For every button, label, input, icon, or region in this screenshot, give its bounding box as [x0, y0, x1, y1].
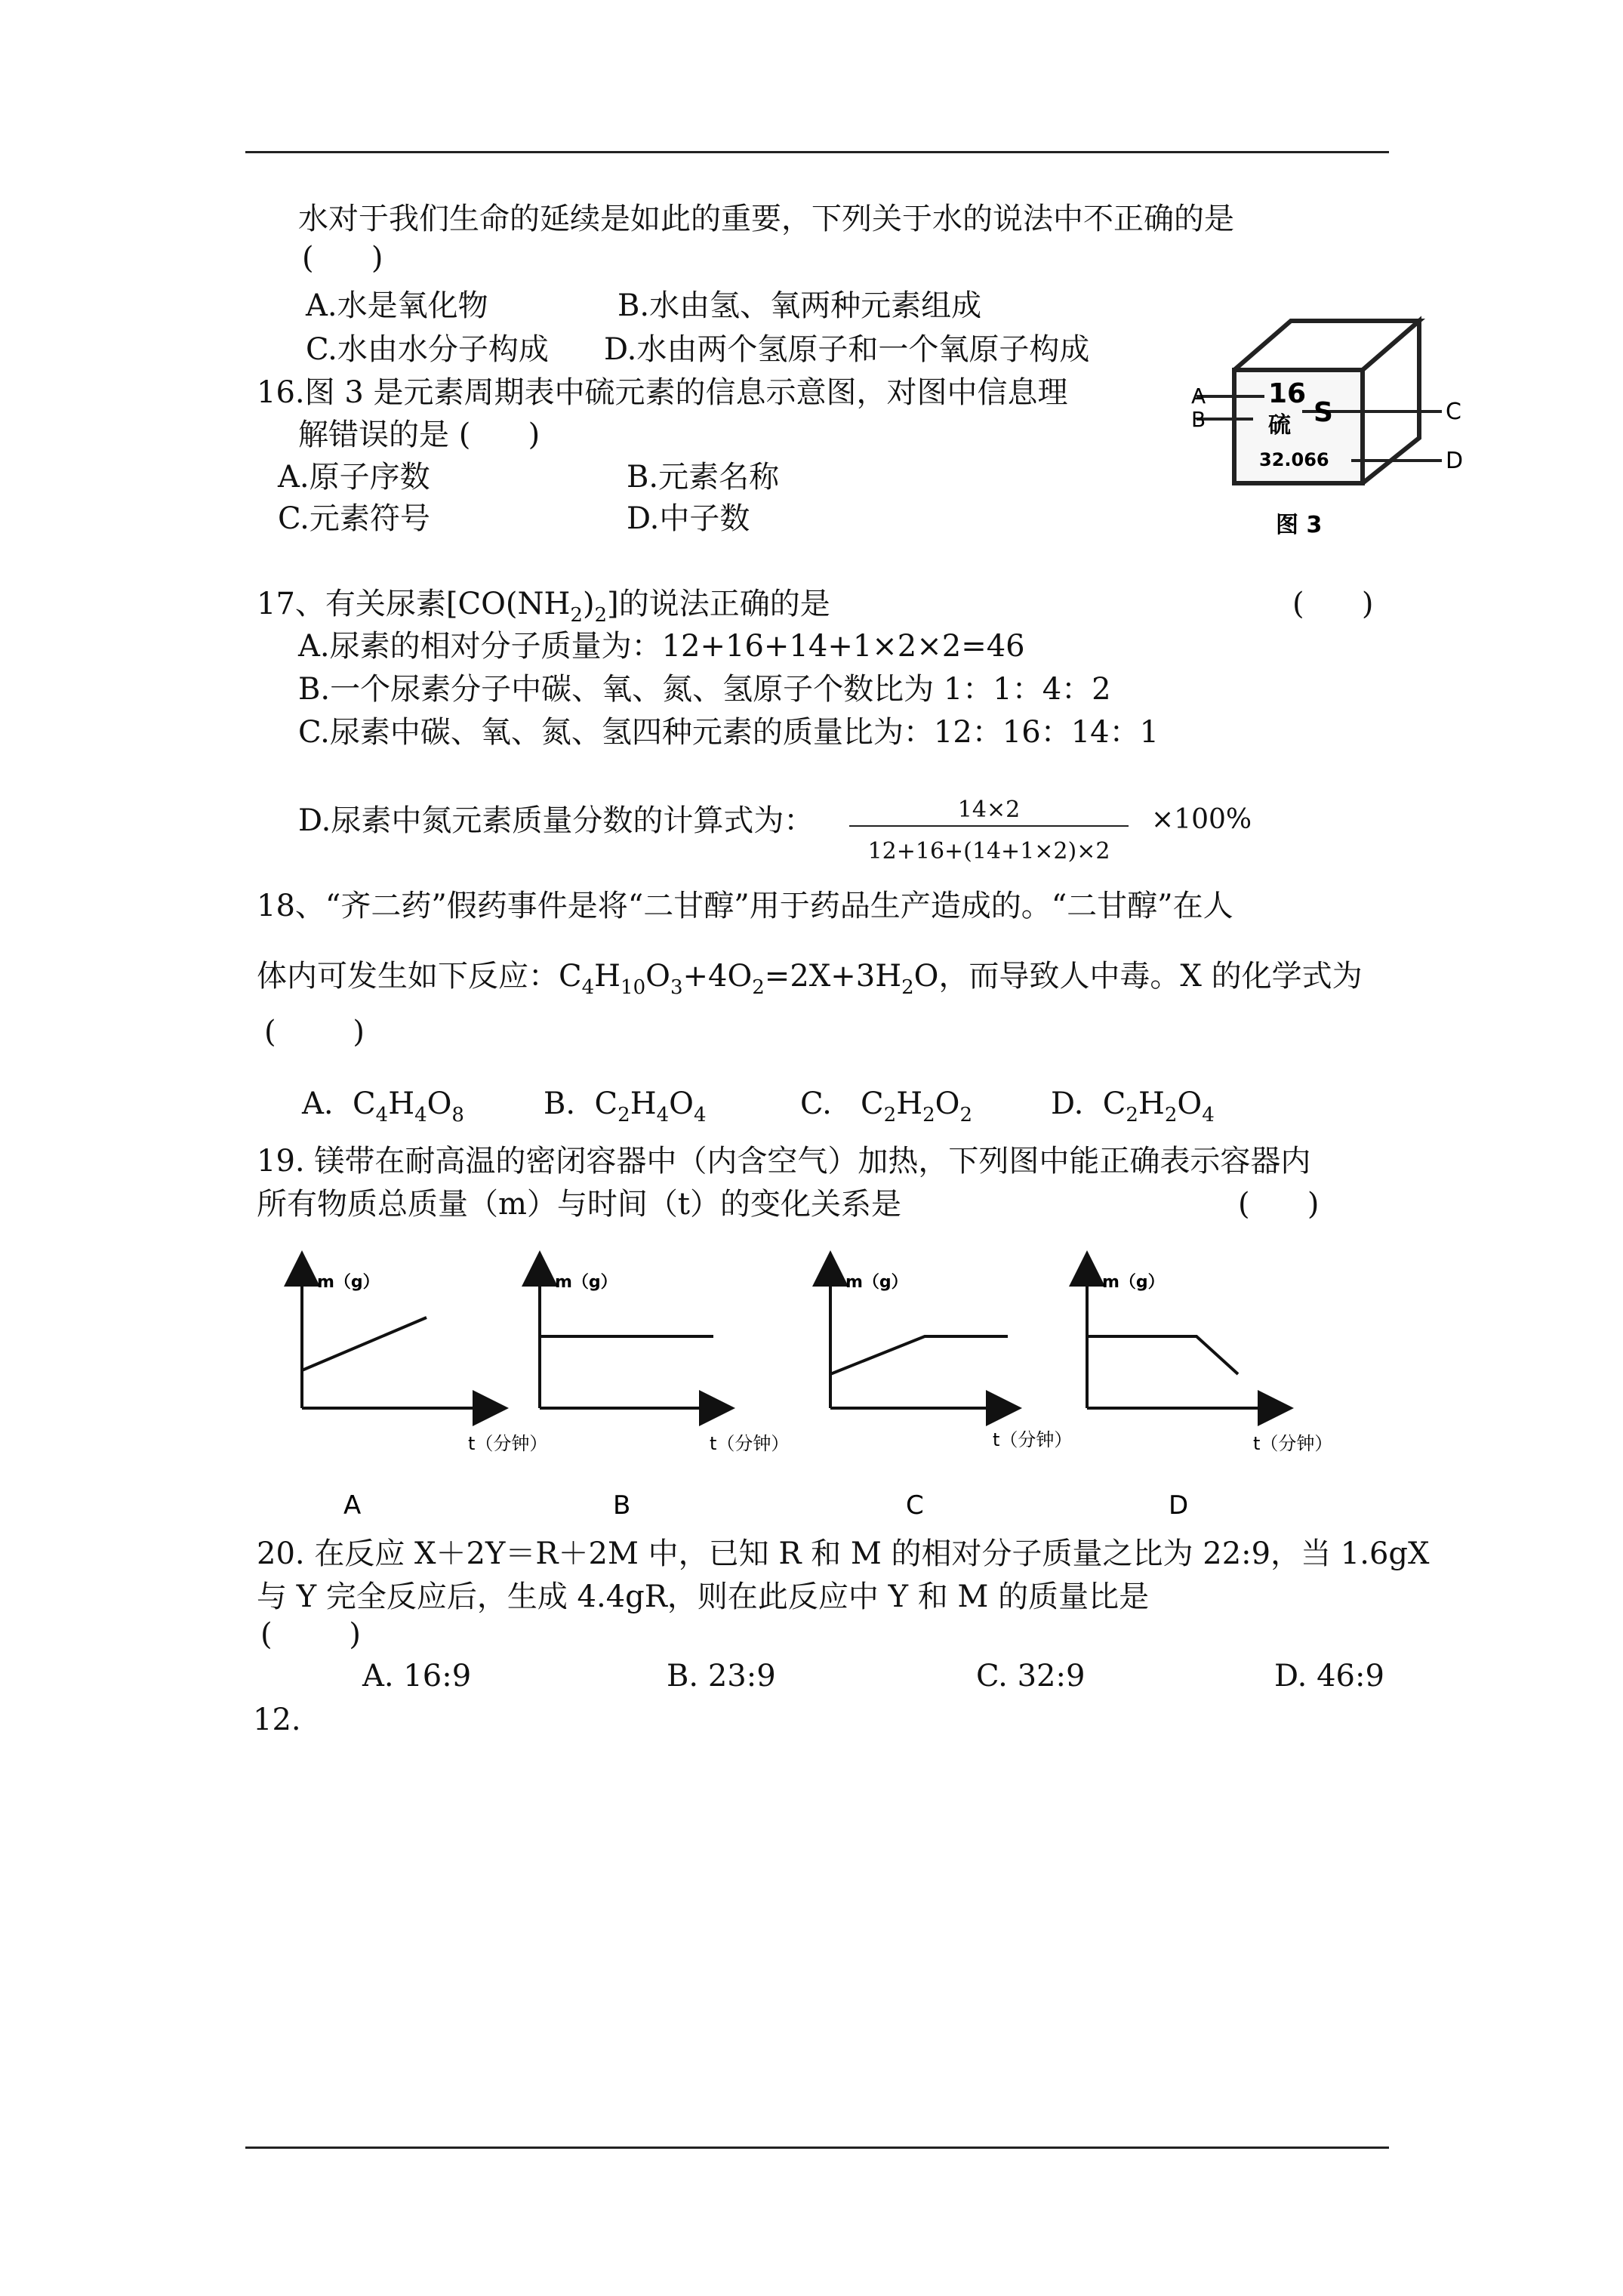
q20-option-b[interactable]: B. 23:9 — [667, 1659, 776, 1693]
figure-label-a: A — [1191, 384, 1206, 408]
figure-label-d: D — [1446, 448, 1464, 474]
q17-stem: 17、有关尿素$[CO(NH_2)_2]$的说法正确的是 — [257, 587, 830, 627]
sulfur-element-figure — [1193, 306, 1464, 547]
q16-option-c[interactable]: C.元素符号 — [278, 501, 430, 536]
bottom-rule — [245, 2147, 1389, 2149]
q15-option-b[interactable]: B.水由氢、氧两种元素组成 — [617, 288, 982, 323]
q17-option-c[interactable]: C.尿素中碳、氧、氮、氢四种元素的质量比为：12：16：14：1 — [298, 715, 1160, 750]
q15-stem: 水对于我们生命的延续是如此的重要，下列关于水的说法中不正确的是 — [298, 202, 1234, 236]
q17-option-b[interactable]: B.一个尿素分子中碳、氧、氮、氢原子个数比为 1：1：4：2 — [298, 672, 1111, 707]
cube-side-face — [1363, 321, 1419, 483]
q18-line2: 体内可发生如下反应：$C_4H_{10}O_3+4O_2=2X+3H_2O$，而导致人中毒。X 的化学式为 — [257, 959, 1363, 999]
trailing-number: 12. — [253, 1703, 301, 1737]
q18-option-a[interactable]: A. $C_4H_4O_8$ — [302, 1086, 464, 1126]
element-name: 硫 — [1268, 412, 1291, 439]
q16-option-a[interactable]: A.原子序数 — [278, 460, 430, 495]
graph-b-xlabel: t（分钟） — [710, 1433, 790, 1454]
graph-d-ylabel: m（g） — [1102, 1273, 1165, 1292]
graph-b-ylabel: m（g） — [555, 1273, 617, 1292]
figure-caption: 图 3 — [1276, 512, 1323, 538]
graph-d-curve — [1087, 1336, 1238, 1374]
fraction-numerator: 14×2 — [957, 797, 1021, 823]
q15-bracket[interactable]: ( ) — [302, 241, 383, 276]
q15-option-a[interactable]: A.水是氧化物 — [306, 288, 488, 323]
q19-graphs — [272, 1253, 1404, 1521]
figure-label-b: B — [1191, 407, 1206, 432]
q19-line1: 19. 镁带在耐高温的密闭容器中（内含空气）加热，下列图中能正确表示容器内 — [257, 1144, 1311, 1179]
q18-option-c[interactable]: C. $C_2H_2O_2$ — [800, 1086, 972, 1126]
element-symbol: S — [1313, 397, 1333, 428]
graph-c-curve — [830, 1336, 1008, 1374]
q16-stem-line1: 16.图 3 是元素周期表中硫元素的信息示意图，对图中信息理 — [257, 375, 1068, 410]
q18-option-d[interactable]: D. $C_2H_2O_4$ — [1051, 1086, 1215, 1126]
graph-c-ylabel: m（g） — [845, 1273, 908, 1292]
graph-a-ylabel: m（g） — [317, 1273, 380, 1292]
q20-option-c[interactable]: C. 32:9 — [976, 1659, 1086, 1693]
graph-b-label: B — [613, 1490, 631, 1521]
graph-a-label: A — [343, 1490, 362, 1521]
q18-line1: 18、“齐二药”假药事件是将“二甘醇”用于药品生产造成的。“二甘醇”在人 — [257, 889, 1233, 923]
q16-option-b[interactable]: B.元素名称 — [627, 460, 780, 495]
q20-option-d[interactable]: D. 46:9 — [1274, 1659, 1384, 1693]
graph-c-label: C — [906, 1490, 924, 1521]
graph-c-xlabel: t（分钟） — [993, 1429, 1073, 1450]
q18-bracket[interactable]: ( ) — [264, 1015, 365, 1049]
graph-a-curve — [302, 1318, 427, 1370]
q20-bracket[interactable]: ( ) — [260, 1617, 361, 1652]
q20-option-a[interactable]: A. 16:9 — [362, 1659, 472, 1693]
fraction-suffix: ×100% — [1151, 804, 1252, 835]
q16-option-d[interactable]: D.中子数 — [627, 501, 750, 536]
graph-d-label: D — [1169, 1490, 1189, 1521]
q18-option-b[interactable]: B. $C_2H_4O_4$ — [544, 1086, 707, 1126]
fraction-denominator: 12+16+(14+1×2)×2 — [867, 838, 1110, 864]
top-rule — [245, 151, 1389, 153]
q17-option-d[interactable]: D.尿素中氮元素质量分数的计算式为： — [298, 803, 815, 838]
q20-line1: 20. 在反应 X＋2Y＝R＋2M 中，已知 R 和 M 的相对分子质量之比为 22:9，当 1.6gX — [257, 1536, 1430, 1571]
atomic-number: 16 — [1268, 378, 1307, 409]
fraction-bar — [849, 825, 1129, 827]
figure-label-c: C — [1446, 399, 1461, 425]
q15-option-d[interactable]: D.水由两个氢原子和一个氧原子构成 — [604, 332, 1090, 367]
atomic-mass: 32.066 — [1259, 449, 1329, 470]
q16-stem-line2: 解错误的是 ( ) — [298, 418, 540, 452]
q20-line2: 与 Y 完全反应后，生成 4.4gR，则在此反应中 Y 和 M 的质量比是 — [257, 1579, 1150, 1614]
graph-d-xlabel: t（分钟） — [1253, 1433, 1333, 1454]
q17-bracket[interactable]: ( ) — [1292, 587, 1374, 621]
q17-option-a[interactable]: A.尿素的相对分子质量为：12+16+14+1×2×2=46 — [298, 629, 1025, 664]
q19-bracket[interactable]: ( ) — [1238, 1187, 1320, 1222]
q15-option-c[interactable]: C.水由水分子构成 — [306, 332, 549, 367]
graph-a-xlabel: t（分钟） — [468, 1433, 548, 1454]
q19-line2: 所有物质总质量（m）与时间（t）的变化关系是 — [257, 1187, 902, 1222]
